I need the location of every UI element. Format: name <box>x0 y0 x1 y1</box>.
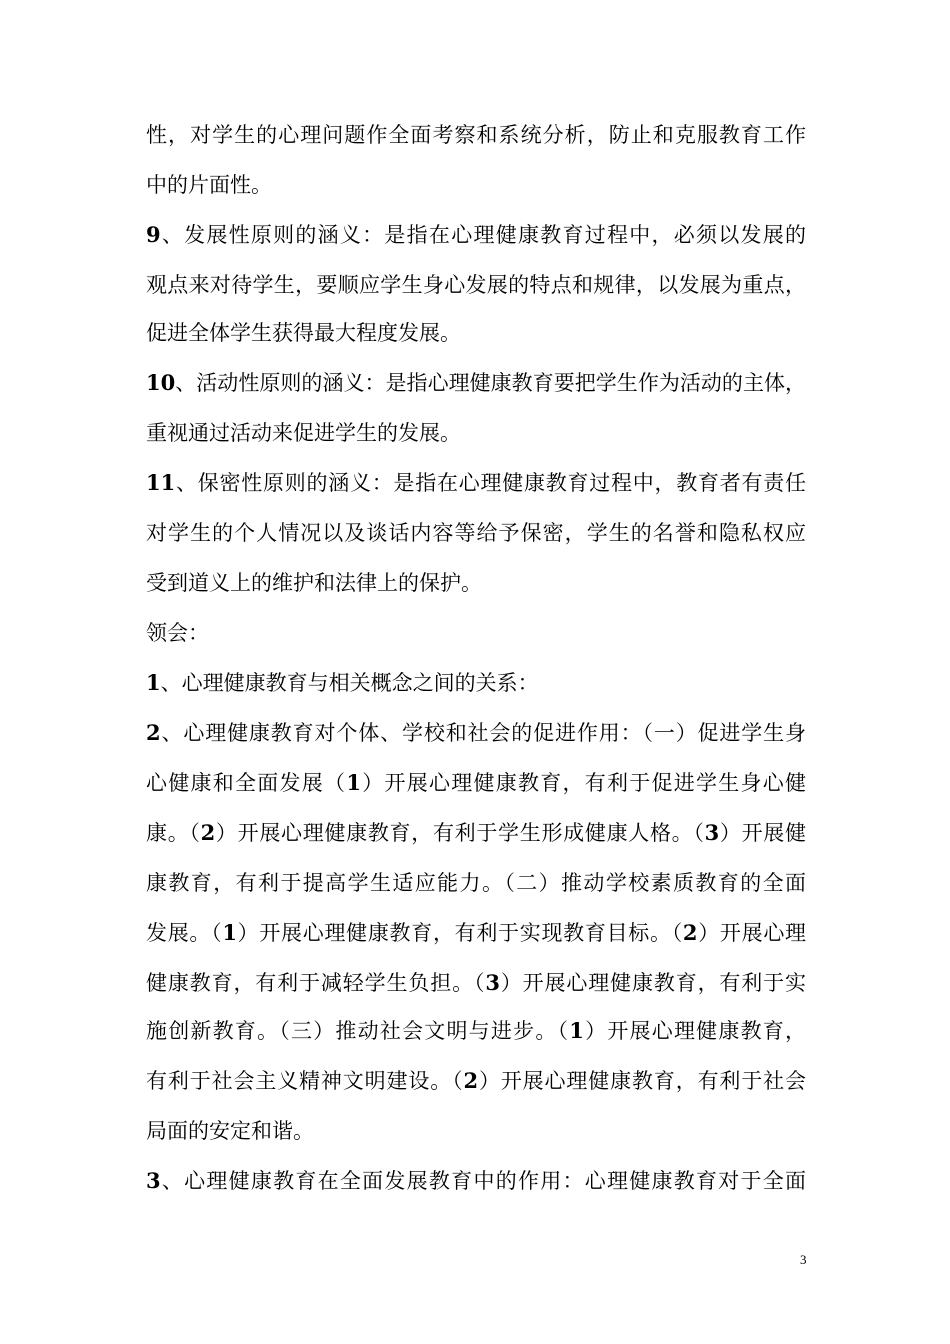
line-text: ：是指在心理健康教育过程中，必须以发展的 <box>362 223 806 247</box>
heading-text: 、活动性原则的涵义 <box>175 371 365 395</box>
paragraph-line <box>146 1066 806 1096</box>
item-number: 3 <box>146 1168 161 1193</box>
underlined-heading <box>146 471 372 498</box>
paragraph-line <box>146 170 806 200</box>
line-text: 健康教育，有利于减轻学生负担。（3）开展心理健康教育，有利于实 <box>146 970 806 995</box>
underlined-heading <box>146 671 539 698</box>
line-text: 对学生的个人情况以及谈话内容等给予保密，学生的名誉和隐私权应 <box>146 521 806 545</box>
line-text: ：（一）促进学生身 <box>620 721 806 745</box>
paragraph-line <box>146 818 806 848</box>
item-number: 10 <box>146 370 176 395</box>
paragraph-line <box>146 120 806 150</box>
heading-line <box>146 368 806 398</box>
item-number: 1 <box>146 670 161 695</box>
underlined-heading <box>146 223 362 250</box>
heading-line <box>146 668 806 698</box>
line-text: 性，对学生的心理问题作全面考察和系统分析，防止和克服教育工作 <box>146 123 806 147</box>
line-text: ：是指在心理健康教育过程中，教育者有责任 <box>371 471 806 495</box>
line-text: 观点来对待学生，要顺应学生身心发展的特点和规律，以发展为重点， <box>146 273 806 297</box>
heading-line <box>146 468 806 498</box>
paragraph-line <box>146 418 806 448</box>
line-text: 有利于社会主义精神文明建设。（2）开展心理健康教育，有利于社会 <box>146 1068 806 1093</box>
line-text: ：是指心理健康教育要把学生作为活动的主体， <box>364 371 806 395</box>
line-text: 局面的安定和谐。 <box>146 1119 314 1143</box>
paragraph-line <box>146 568 806 598</box>
paragraph-line <box>146 868 806 898</box>
heading-text: 、发展性原则的涵义 <box>160 223 363 247</box>
paragraph-line <box>146 518 806 548</box>
heading-text: 、心理健康教育对个体、学校和社会的促进作用 <box>160 721 621 745</box>
line-text: 康。（2）开展心理健康教育，有利于学生形成健康人格。（3）开展健 <box>146 820 806 845</box>
page-number: 3 <box>800 1252 807 1267</box>
heading-text: 领会： <box>146 621 209 645</box>
item-number: 2 <box>146 720 161 745</box>
paragraph-line <box>146 318 806 348</box>
heading-line <box>146 618 806 648</box>
paragraph-line <box>146 270 806 300</box>
heading-line <box>146 1166 806 1196</box>
underlined-heading <box>146 1169 562 1196</box>
heading-line <box>146 220 806 250</box>
underlined-heading <box>146 621 209 648</box>
line-text: 中的片面性。 <box>146 173 272 197</box>
paragraph-line <box>146 968 806 998</box>
line-text: 康教育，有利于提高学生适应能力。（二）推动学校素质教育的全面 <box>146 871 806 895</box>
item-number: 11 <box>146 470 176 495</box>
line-text: 促进全体学生获得最大程度发展。 <box>146 321 461 345</box>
underlined-heading <box>146 721 621 748</box>
line-text: 施创新教育。（三）推动社会文明与进步。（1）开展心理健康教育， <box>146 1018 806 1043</box>
paragraph-line <box>146 1116 806 1146</box>
line-text: 重视通过活动来促进学生的发展。 <box>146 421 461 445</box>
heading-text: 、心理健康教育与相关概念之间的关系： <box>160 671 539 695</box>
paragraph-line <box>146 1016 806 1046</box>
underlined-heading <box>146 371 365 398</box>
paragraph-line <box>146 918 806 948</box>
heading-text: 、心理健康教育在全面发展教育中的作用 <box>160 1169 563 1193</box>
line-text: 受到道义上的维护和法律上的保护。 <box>146 571 482 595</box>
heading-line <box>146 718 806 748</box>
paragraph-line <box>146 768 806 798</box>
line-text: ：心理健康教育对于全面 <box>562 1169 806 1193</box>
heading-text: 、保密性原则的涵义 <box>175 471 372 495</box>
line-text: 发展。（1）开展心理健康教育，有利于实现教育目标。（2）开展心理 <box>146 920 806 945</box>
item-number: 9 <box>146 222 161 247</box>
line-text: 心健康和全面发展（1）开展心理健康教育，有利于促进学生身心健 <box>146 770 806 795</box>
